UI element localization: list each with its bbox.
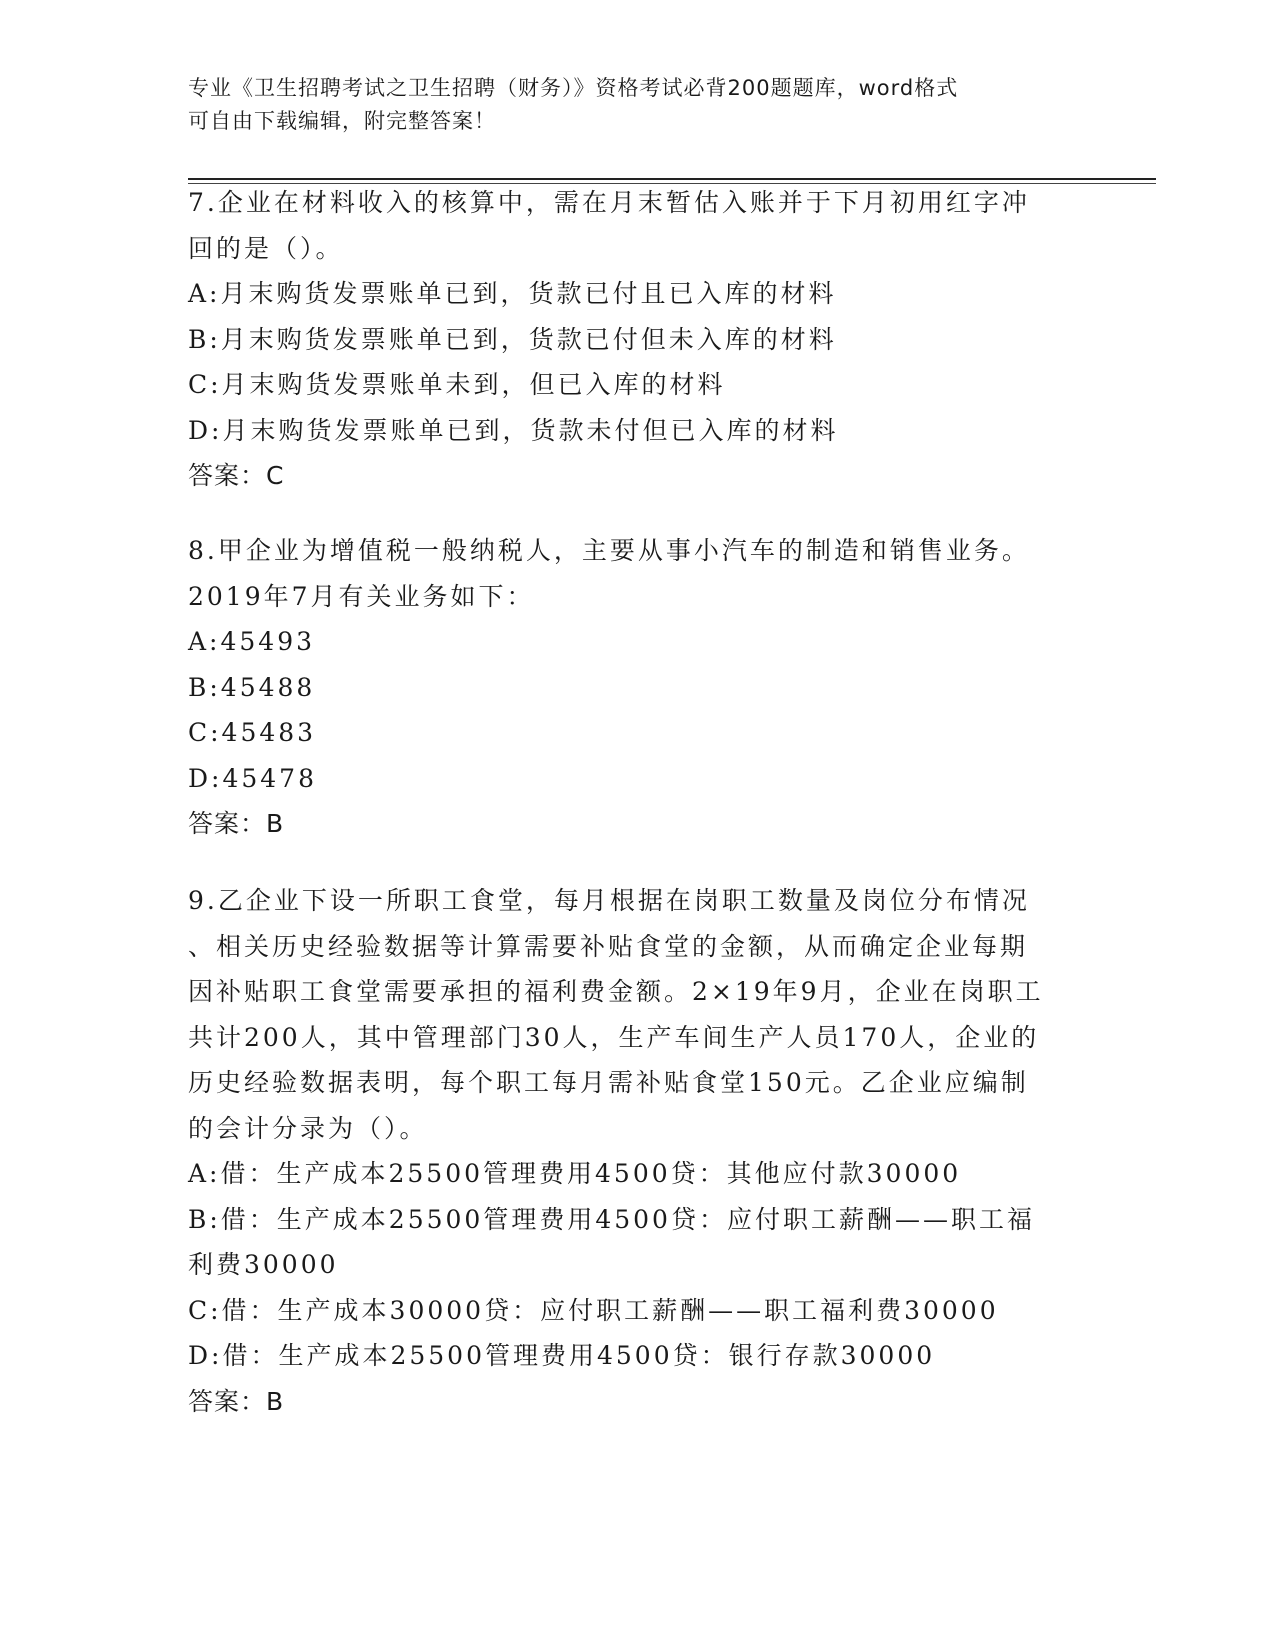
question-stem-line: 回的是（）。 [188, 233, 344, 263]
option-c: C:借：生产成本30000贷：应付职工薪酬——职工福利费30000 [188, 1295, 999, 1325]
answer: 答案：B [188, 809, 285, 838]
question-stem-line: 因补贴职工食堂需要承担的福利费金额。2×19年9月，企业在岗职工 [188, 977, 1044, 1006]
option-d: D:借：生产成本25500管理费用4500贷：银行存款30000 [188, 1341, 936, 1370]
option-c: C:45483 [188, 718, 317, 747]
option-a: A:45493 [188, 627, 316, 656]
question-stem-line: 8.甲企业为增值税一般纳税人，主要从事小汽车的制造和销售业务。 [188, 536, 1030, 565]
question-stem-line: 9.乙企业下设一所职工食堂，每月根据在岗职工数量及岗位分布情况 [188, 886, 1030, 915]
question-9 [188, 878, 1088, 1424]
question-stem-line: 2019年7月有关业务如下： [188, 581, 535, 611]
option-b: B:月末购货发票账单已到，货款已付但未入库的材料 [188, 324, 837, 354]
option-d: D:月末购货发票账单已到，货款未付但已入库的材料 [188, 415, 839, 445]
question-7 [188, 180, 1088, 499]
option-b: B:45488 [188, 672, 316, 702]
option-c: C:月末购货发票账单未到，但已入库的材料 [188, 370, 726, 399]
question-stem-line: 、相关历史经验数据等计算需要补贴食堂的金额，从而确定企业每期 [188, 931, 1029, 961]
answer: 答案：C [188, 461, 285, 490]
question-stem-line: 历史经验数据表明，每个职工每月需补贴食堂150元。乙企业应编制 [188, 1068, 1029, 1097]
header-title-line-2: 可自由下载编辑，附完整答案！ [188, 109, 496, 133]
header-title-line-1: 专业《卫生招聘考试之卫生招聘（财务）》资格考试必背200题题库，word格式 [188, 76, 959, 100]
option-a: A:借：生产成本25500管理费用4500贷：其他应付款30000 [188, 1159, 962, 1188]
question-8 [188, 528, 1088, 847]
option-d: D:45478 [188, 763, 317, 793]
option-b: B:借：生产成本25500管理费用4500贷：应付职工薪酬——职工福 [188, 1204, 1035, 1234]
option-b-continued: 利费30000 [188, 1250, 339, 1279]
answer: 答案：B [188, 1386, 285, 1416]
question-stem-line: 共计200人，其中管理部门30人，生产车间生产人员170人，企业的 [188, 1022, 1040, 1052]
question-stem-line: 的会计分录为（）。 [188, 1113, 428, 1143]
question-stem-line: 7.企业在材料收入的核算中，需在月末暂估入账并于下月初用红字冲 [188, 188, 1030, 217]
option-a: A:月末购货发票账单已到，货款已付且已入库的材料 [188, 279, 837, 308]
document-header [188, 72, 1088, 138]
